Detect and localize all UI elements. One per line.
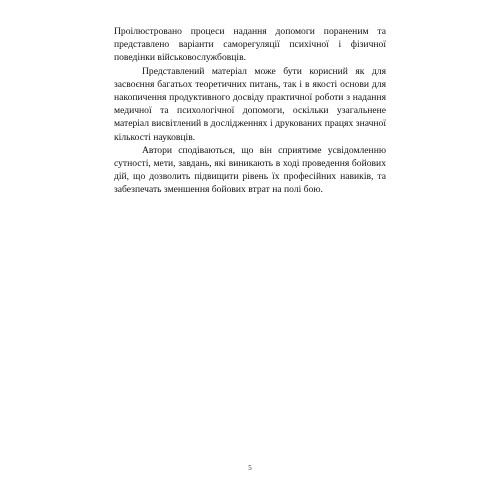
paragraph-2: Представлений матеріал може бути корисний як для засвоєння багатьох теоретичних питань, так і в якості основи для накопичення продуктивного досвіду практичної роботи з надання медичної та психологічної допомоги, оскільки узагальнене матеріал висвітлений в дослідженнях і друкованих працях значної кількості науковців. [114, 65, 386, 143]
paragraph-3: Автори сподіваються, що він сприятиме усвідомленню сутності, мети, завдань, які виникають в ході проведення бойових дій, що дозволить підвищити рівень їх професійних навиків, та забезпечать зменшення бойових втрат на полі бою. [114, 144, 386, 196]
page-number: 5 [248, 464, 252, 472]
paragraph-1: Проілюстровано процеси надання допомоги пораненим та представлено варіанти саморегуляції психічної і фізичної поведінки військовослужбовців. [114, 26, 386, 64]
body-text [114, 25, 386, 197]
